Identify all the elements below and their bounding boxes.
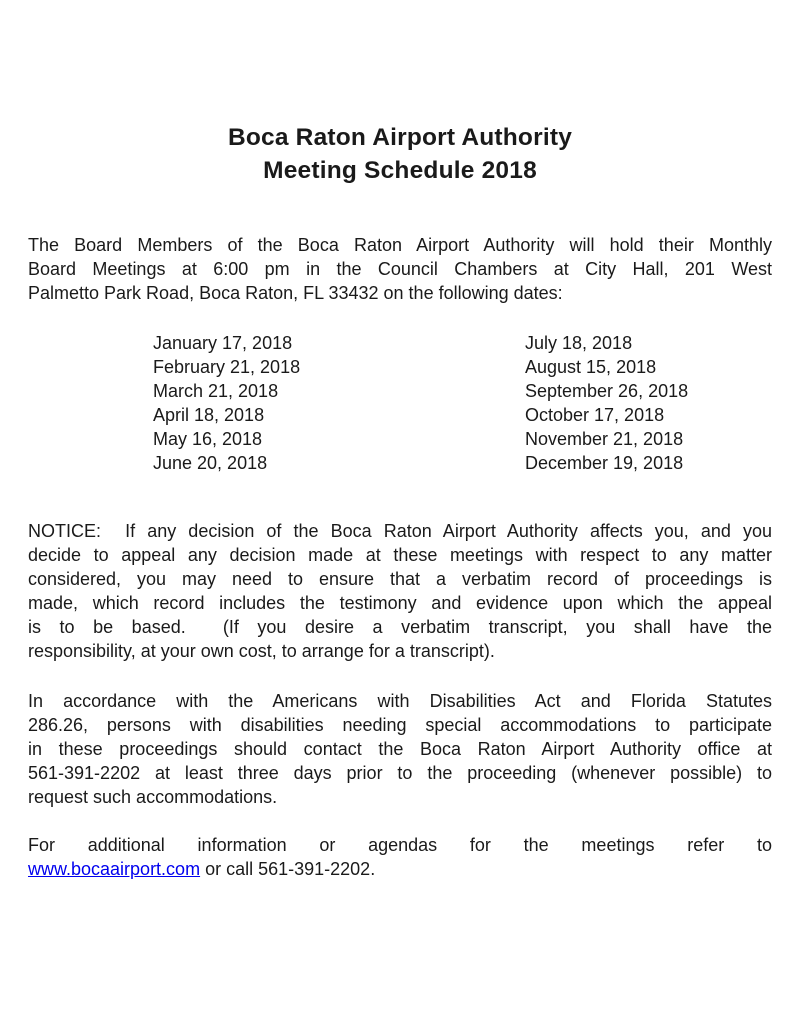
meeting-date: November 21, 2018 [525, 429, 684, 449]
text-line: The Board Members of the Boca Raton Airport Authority will hold their Monthly [28, 235, 772, 255]
meeting-date: February 21, 2018 [153, 357, 301, 377]
text-line: NOTICE: If any decision of the Boca Raton Airport Authority affects you, and you [28, 521, 772, 541]
text-line: is to be based. (If you desire a verbatim transcript, you shall have the [28, 617, 772, 637]
meeting-dates-list [153, 331, 772, 475]
text-line: in these proceedings should contact the Boca Raton Airport Authority office at [28, 739, 772, 759]
meeting-date: March 21, 2018 [153, 381, 279, 401]
text-line: request such accommodations. [28, 787, 278, 807]
title-line-2: Meeting Schedule 2018 [263, 157, 537, 184]
footer-line-2 [28, 857, 772, 881]
date-row [153, 355, 772, 379]
accessibility-paragraph [28, 689, 772, 809]
footer-line-1: For additional information or agendas for the meetings refer to [28, 835, 772, 855]
footer-paragraph [28, 833, 772, 881]
date-row [153, 451, 772, 475]
meeting-date: May 16, 2018 [153, 429, 263, 449]
date-row [153, 379, 772, 403]
meeting-date: July 18, 2018 [525, 333, 633, 353]
meeting-date: December 19, 2018 [525, 453, 684, 473]
notice-paragraph [28, 519, 772, 663]
text-line: 561-391-2202 at least three days prior to the proceeding (whenever possible) to [28, 763, 772, 783]
text-line: considered, you may need to ensure that a verbatim record of proceedings is [28, 569, 772, 589]
text-line: In accordance with the Americans with Disabilities Act and Florida Statutes [28, 691, 772, 711]
date-row [153, 427, 772, 451]
text-line: made, which record includes the testimony and evidence upon which the appeal [28, 593, 772, 613]
meeting-date: June 20, 2018 [153, 453, 268, 473]
intro-paragraph [28, 233, 772, 305]
website-link[interactable]: www.bocaairport.com [28, 859, 201, 879]
date-row [153, 403, 772, 427]
meeting-date: August 15, 2018 [525, 357, 657, 377]
meeting-date: October 17, 2018 [525, 405, 665, 425]
meeting-date: September 26, 2018 [525, 381, 689, 401]
footer-call-text: or call 561-391-2202. [200, 859, 376, 879]
text-line: Board Meetings at 6:00 pm in the Council Chambers at City Hall, 201 West [28, 259, 772, 279]
text-line: 286.26, persons with disabilities needing special accommodations to participate [28, 715, 772, 735]
text-line: Palmetto Park Road, Boca Raton, FL 33432 on the following dates: [28, 283, 563, 303]
text-line: responsibility, at your own cost, to arrange for a transcript). [28, 641, 495, 661]
meeting-date: January 17, 2018 [153, 333, 293, 353]
title-line-1: Boca Raton Airport Authority [227, 124, 573, 151]
text-line: decide to appeal any decision made at these meetings with respect to any matter [28, 545, 772, 565]
document-title [28, 121, 772, 187]
meeting-date: April 18, 2018 [153, 405, 265, 425]
date-row [153, 331, 772, 355]
